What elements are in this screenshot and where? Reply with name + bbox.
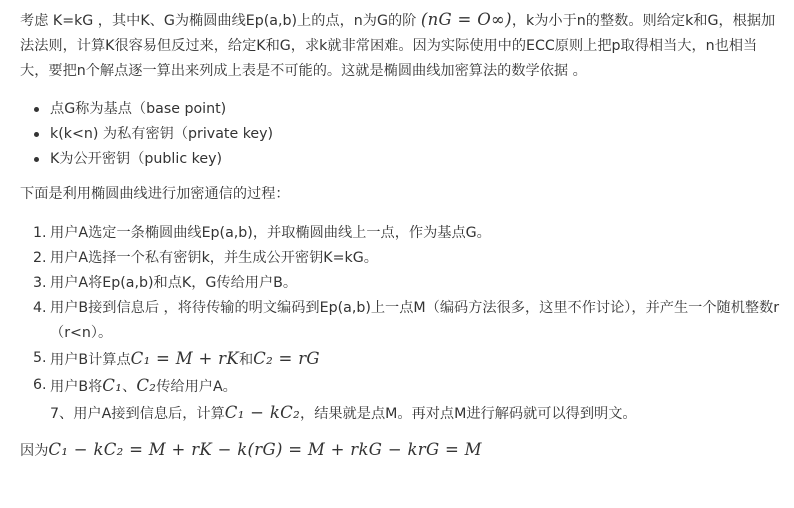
c2-symbol: C₂ [136, 376, 157, 395]
step-number: 5. [33, 350, 47, 366]
step-text: 7、用户A接到信息后，计算 [50, 406, 225, 422]
step-text: 用户A选择一个私有密钥k，并生成公开密钥K=kG。 [50, 250, 378, 266]
order-formula: (nG = O∞) [420, 10, 512, 29]
step-text: 、 [122, 379, 137, 395]
c1-symbol: C₁ [102, 376, 123, 395]
list-item: 点G称为基点（base point) [50, 97, 780, 122]
list-item: k(k<n) 为私有密钥（private key) [50, 122, 780, 147]
step-item [33, 221, 780, 246]
step-text: 用户B将 [50, 379, 103, 395]
document-body [20, 0, 780, 464]
step-text: 用户A将Ep(a,b)和点K，G传给用户B。 [50, 275, 298, 291]
step-item [33, 373, 780, 400]
conclusion-paragraph [20, 437, 780, 464]
list-item: K为公开密钥（public key) [50, 147, 780, 172]
step-item [33, 246, 780, 271]
decrypt-formula: C₁ − kC₂ [224, 403, 300, 422]
step-number: 3. [33, 275, 47, 291]
intro-text-end: ，k为小于n的整数。则给定k和G，根据加法法则，计算K很容易但反过来，给定K和G，求k就非常困难。因为实际使用中的ECC原则上把p取得相当大，n也相当大，要把n个解点逐一算出来列成上表是不可能的。这就是椭圆曲线加密算法的数学依据 。 [20, 13, 776, 79]
step-item [33, 271, 780, 296]
step-text: 用户A选定一条椭圆曲线Ep(a,b)，并取椭圆曲线上一点，作为基点G。 [50, 225, 491, 241]
process-heading: 下面是利用椭圆曲线进行加密通信的过程： [20, 186, 290, 202]
intro-paragraph [20, 7, 780, 84]
step-text: ，结果就是点M。再对点M进行解码就可以得到明文。 [300, 406, 637, 422]
step-text: 和 [238, 352, 254, 368]
step-text: 传给用户A。 [156, 379, 237, 395]
step-number: 2. [33, 250, 47, 266]
conclusion-text: 因为 [20, 443, 49, 459]
step-item-7 [50, 400, 780, 427]
proof-formula: C₁ − kC₂ = M + rK − k(rG) = M + rkG − krG = M [48, 440, 482, 459]
c1-formula: C₁ = M + rK [130, 349, 239, 368]
step-item [33, 296, 780, 346]
step-item [33, 346, 780, 373]
c2-formula: C₂ = rG [253, 349, 320, 368]
step-number: 4. [33, 300, 47, 316]
step-text: 用户B接到信息后 ，将待传输的明文编码到Ep(a,b)上一点M（编码方法很多，这里不作讨论），并产生一个随机整数r（r<n）。 [50, 300, 780, 341]
step-number: 1. [33, 225, 47, 241]
step-text: 用户B计算点 [50, 352, 131, 368]
step-number: 6. [33, 377, 47, 393]
steps-list [20, 221, 780, 427]
intro-text-start: 考虑 K=kG ，其中K、G为椭圆曲线Ep(a,b)上的点，n为G的阶 [20, 13, 421, 29]
definitions-list [20, 97, 780, 172]
